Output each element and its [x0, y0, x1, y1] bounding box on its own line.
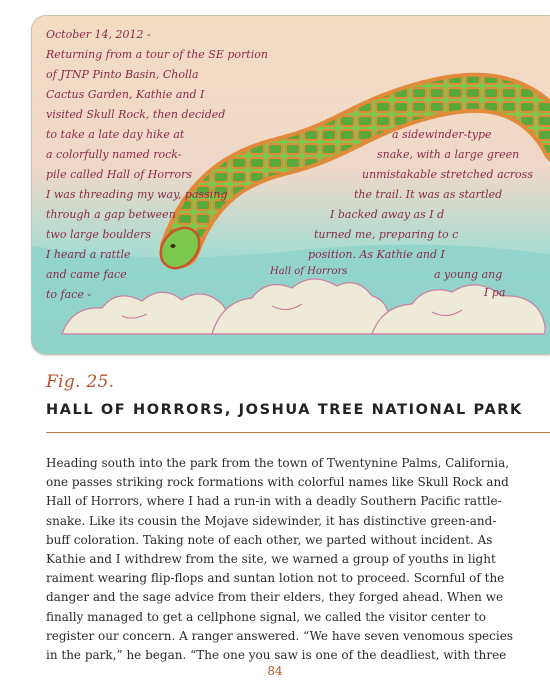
page-number: 84: [267, 664, 283, 678]
journal-line: a colorfully named rock-: [46, 148, 182, 161]
journal-line: I backed away as I d: [330, 208, 445, 221]
journal-line: two large boulders: [46, 228, 152, 241]
body-line: danger and the sage advice from their elders, they forged ahead. When we: [46, 590, 504, 605]
body-line: raiment wearing flip-flops and suntan lotion not to proceed. Scornful of the: [46, 571, 505, 586]
journal-line: visited Skull Rock, then decided: [46, 108, 226, 121]
journal-line: a sidewinder-type: [392, 128, 492, 141]
caption-divider: [46, 432, 550, 433]
journal-line: pile called Hall of Horrors: [46, 168, 193, 181]
journal-line: turned me, preparing to c: [314, 228, 459, 241]
journal-line: to take a late day hike at: [46, 128, 185, 141]
body-line: in the park,” he began. “The one you saw is one of the deadliest, with three: [46, 648, 507, 663]
figure-title: HALL OF HORRORS, JOSHUA TREE NATIONAL PARK: [46, 402, 523, 418]
body-paragraph: [46, 454, 546, 665]
body-line: one passes striking rock formations with colorful names like Skull Rock and: [46, 475, 509, 490]
sketch-label: Hall of Horrors: [270, 266, 348, 277]
watercolor-illustration: [32, 16, 550, 354]
journal-line: and came face: [46, 268, 127, 281]
body-line: Kathie and I withdrew from the site, we warned a group of youths in light: [46, 552, 496, 567]
journal-line: snake, with a large green: [377, 148, 520, 161]
journal-line: I heard a rattle: [46, 248, 131, 261]
journal-line: through a gap between: [46, 208, 176, 221]
body-line: finally managed to get a cellphone signal, we called the visitor center to: [46, 609, 486, 624]
journal-line: to face -: [46, 288, 92, 301]
journal-line: a young ang: [434, 268, 503, 281]
journal-line: unmistakable stretched across: [362, 168, 533, 181]
body-line: Hall of Horrors, where I had a run-in with a deadly Southern Pacific rattle-: [46, 494, 502, 509]
journal-line: I was threading my way, passing: [46, 188, 228, 201]
body-line: Heading south into the park from the town of Twentynine Palms, California,: [46, 456, 510, 470]
journal-line: I pa: [484, 286, 506, 299]
body-line: register our concern. A ranger answered. “We have seven venomous species: [46, 628, 513, 643]
journal-line: Cactus Garden, Kathie and I: [46, 88, 205, 101]
body-line: snake. Like its cousin the Mojave sidewinder, it has distinctive green-and-: [46, 513, 497, 528]
body-line: buff coloration. Taking note of each other, we parted without incident. As: [46, 532, 493, 547]
journal-line: of JTNP Pinto Basin, Cholla: [46, 68, 199, 81]
snake-sketch: [32, 16, 550, 354]
journal-line: position. As Kathie and I: [308, 248, 445, 261]
journal-line: Returning from a tour of the SE portion: [46, 48, 268, 61]
journal-line: the trail. It was as startled: [354, 188, 503, 201]
figure-number: Fig. 25.: [46, 372, 115, 392]
journal-line: October 14, 2012 -: [46, 28, 151, 41]
